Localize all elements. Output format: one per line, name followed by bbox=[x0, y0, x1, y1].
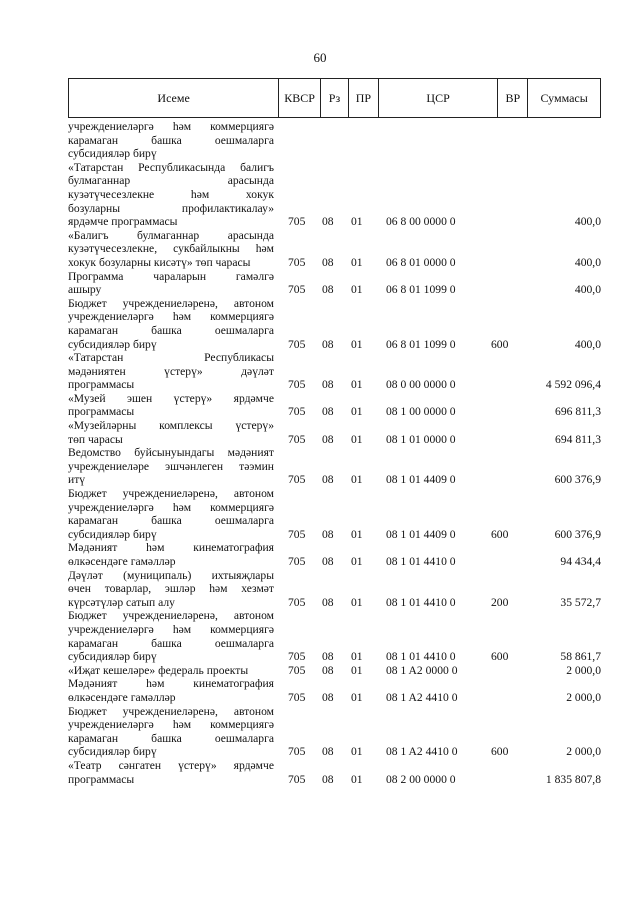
header-kvsr: КВСР bbox=[279, 79, 321, 117]
row-name bbox=[68, 419, 274, 446]
row-name bbox=[68, 609, 274, 663]
row-rz: 08 bbox=[322, 595, 334, 609]
row-kvsr: 705 bbox=[288, 255, 306, 269]
header-rz: Рз bbox=[321, 79, 349, 117]
row-sum: 400,0 bbox=[574, 337, 601, 351]
row-name-line: «Балигъ булмаганнар арасында bbox=[68, 228, 274, 242]
row-name-line: «Татарстан Республикасы bbox=[68, 351, 274, 365]
row-csr: 08 1 A2 0000 0 bbox=[386, 663, 458, 677]
row-csr: 08 1 01 4410 0 bbox=[386, 595, 456, 609]
row-name-line: өлкәсендәге гамәлләр bbox=[68, 690, 176, 704]
row-name-line: Дәүләт (муниципаль) ихтыяҗлары bbox=[68, 568, 274, 582]
row-name-line: учреждениеләргә һәм коммерциягә bbox=[68, 310, 274, 324]
row-pr: 01 bbox=[351, 595, 363, 609]
row-csr: 06 8 01 1099 0 bbox=[386, 337, 456, 351]
row-csr: 08 2 00 0000 0 bbox=[386, 772, 456, 786]
row-pr: 01 bbox=[351, 215, 363, 229]
row-csr: 08 1 A2 4410 0 bbox=[386, 690, 458, 704]
row-pr: 01 bbox=[351, 650, 363, 664]
table-header bbox=[68, 78, 601, 118]
row-name-line: Бюджет учреждениеләренә, автоном bbox=[68, 609, 274, 623]
row-name-line: өлкәсендәге гамәлләр bbox=[68, 555, 176, 568]
row-kvsr: 705 bbox=[288, 663, 306, 677]
table-row bbox=[68, 569, 601, 610]
row-sum: 400,0 bbox=[574, 215, 601, 229]
row-name-line: программасы bbox=[68, 772, 135, 786]
table-row bbox=[68, 664, 601, 678]
row-sum: 2 000,0 bbox=[566, 690, 601, 704]
row-csr: 06 8 00 0000 0 bbox=[386, 215, 456, 229]
row-kvsr: 705 bbox=[288, 405, 306, 419]
table-row bbox=[68, 229, 601, 270]
row-name bbox=[68, 569, 274, 610]
row-rz: 08 bbox=[322, 772, 334, 786]
row-pr: 01 bbox=[351, 473, 363, 487]
row-name-line: Бюджет учреждениеләренә, автоном bbox=[68, 704, 274, 718]
row-kvsr: 705 bbox=[288, 283, 306, 297]
header-name: Исеме bbox=[69, 79, 279, 117]
row-name-line: субсидияләр бирү bbox=[68, 650, 157, 664]
row-rz: 08 bbox=[322, 378, 334, 392]
row-name-line: карамаган башка оешмаларга bbox=[68, 731, 274, 745]
row-csr: 06 8 01 1099 0 bbox=[386, 283, 456, 297]
header-csr: ЦСР bbox=[379, 79, 499, 117]
row-name-line: карамаган башка оешмаларга bbox=[68, 133, 274, 147]
row-name-line: субсидияләр бирү bbox=[68, 337, 157, 351]
row-sum: 694 811,3 bbox=[555, 432, 601, 446]
table-row bbox=[68, 392, 601, 419]
row-name-line: хокук бозуларны кисәтү» төп чарасы bbox=[68, 255, 251, 269]
row-pr: 01 bbox=[351, 745, 363, 759]
row-kvsr: 705 bbox=[288, 555, 306, 568]
row-kvsr: 705 bbox=[288, 337, 306, 351]
row-name-line: учреждениеләргә һәм коммерциягә bbox=[68, 622, 274, 636]
row-rz: 08 bbox=[322, 663, 334, 677]
row-vr: 600 bbox=[491, 527, 509, 541]
row-name bbox=[68, 229, 274, 270]
row-pr: 01 bbox=[351, 255, 363, 269]
row-sum: 4 592 096,4 bbox=[545, 378, 601, 392]
row-name-line: Программа чараларын гамәлгә bbox=[68, 269, 274, 283]
row-csr: 08 0 00 0000 0 bbox=[386, 378, 456, 392]
row-name bbox=[68, 705, 274, 759]
row-kvsr: 705 bbox=[288, 745, 306, 759]
table-row bbox=[68, 161, 601, 229]
row-name-line: «Татарстан Республикасында балигъ bbox=[68, 160, 274, 174]
row-sum: 94 434,4 bbox=[560, 555, 601, 568]
table-row bbox=[68, 609, 601, 663]
row-name bbox=[68, 677, 274, 704]
table-row bbox=[68, 677, 601, 704]
row-pr: 01 bbox=[351, 405, 363, 419]
header-vr: ВР bbox=[498, 79, 528, 117]
row-name bbox=[68, 161, 274, 229]
row-rz: 08 bbox=[322, 473, 334, 487]
row-rz: 08 bbox=[322, 650, 334, 664]
row-rz: 08 bbox=[322, 215, 334, 229]
row-csr: 08 1 01 4409 0 bbox=[386, 473, 456, 487]
row-sum: 1 835 807,8 bbox=[545, 772, 601, 786]
table-row bbox=[68, 120, 601, 161]
row-vr: 200 bbox=[491, 595, 509, 609]
table-row bbox=[68, 705, 601, 759]
row-name-line: субсидияләр бирү bbox=[68, 527, 157, 541]
row-name-line: программасы bbox=[68, 378, 135, 392]
row-kvsr: 705 bbox=[288, 595, 306, 609]
row-name-line: төп чарасы bbox=[68, 432, 123, 446]
page-number: 60 bbox=[313, 50, 327, 65]
row-csr: 08 1 01 0000 0 bbox=[386, 432, 456, 446]
row-name-line: Бюджет учреждениеләренә, автоном bbox=[68, 487, 274, 501]
row-name-line: кузәтүчесезлекне, сукбайлыкны һәм bbox=[68, 242, 274, 256]
row-pr: 01 bbox=[351, 772, 363, 786]
row-name-line: учреждениеләргә һәм коммерциягә bbox=[68, 500, 274, 514]
row-name-line: ярдәмче программасы bbox=[68, 215, 178, 229]
row-name-line: карамаган башка оешмаларга bbox=[68, 323, 274, 337]
row-kvsr: 705 bbox=[288, 215, 306, 229]
row-csr: 08 1 01 4410 0 bbox=[386, 650, 456, 664]
row-name-line: ашыру bbox=[68, 283, 102, 297]
row-name-line: Мәдәният һәм кинематография bbox=[68, 677, 274, 691]
row-name-line: карамаган башка оешмаларга bbox=[68, 636, 274, 650]
row-name bbox=[68, 759, 274, 786]
row-csr: 06 8 01 0000 0 bbox=[386, 255, 456, 269]
row-kvsr: 705 bbox=[288, 650, 306, 664]
row-pr: 01 bbox=[351, 432, 363, 446]
row-name bbox=[68, 120, 274, 161]
row-name bbox=[68, 664, 274, 678]
row-pr: 01 bbox=[351, 663, 363, 677]
row-csr: 08 1 01 4410 0 bbox=[386, 555, 456, 568]
row-rz: 08 bbox=[322, 555, 334, 568]
row-name-line: «Музейләрны комплексы үстерү» bbox=[68, 419, 274, 433]
row-name-line: кузәтүчесезлекне һәм хокук bbox=[68, 187, 274, 201]
header-pr: ПР bbox=[349, 79, 379, 117]
table-row bbox=[68, 297, 601, 351]
row-name-line: Бюджет учреждениеләренә, автоном bbox=[68, 296, 274, 310]
row-sum: 696 811,3 bbox=[555, 405, 601, 419]
row-vr: 600 bbox=[491, 745, 509, 759]
row-name bbox=[68, 351, 274, 392]
row-name-line: карамаган башка оешмаларга bbox=[68, 514, 274, 528]
table-row bbox=[68, 351, 601, 392]
row-kvsr: 705 bbox=[288, 772, 306, 786]
row-rz: 08 bbox=[322, 432, 334, 446]
row-name-line: учреждениеләргә һәм коммерциягә bbox=[68, 120, 274, 133]
table-row bbox=[68, 446, 601, 487]
row-csr: 08 1 01 4409 0 bbox=[386, 527, 456, 541]
row-sum: 2 000,0 bbox=[566, 663, 601, 677]
table-row bbox=[68, 270, 601, 297]
row-kvsr: 705 bbox=[288, 527, 306, 541]
row-csr: 08 1 A2 4410 0 bbox=[386, 745, 458, 759]
row-kvsr: 705 bbox=[288, 690, 306, 704]
row-csr: 08 1 00 0000 0 bbox=[386, 405, 456, 419]
row-name-line: «Театр сәнгатен үстерү» ярдәмче bbox=[68, 758, 274, 772]
row-name-line: программасы bbox=[68, 405, 135, 419]
table-row bbox=[68, 759, 601, 786]
row-pr: 01 bbox=[351, 283, 363, 297]
row-kvsr: 705 bbox=[288, 378, 306, 392]
row-sum: 58 861,7 bbox=[560, 650, 601, 664]
table-row bbox=[68, 487, 601, 541]
row-kvsr: 705 bbox=[288, 473, 306, 487]
row-sum: 400,0 bbox=[574, 283, 601, 297]
row-pr: 01 bbox=[351, 378, 363, 392]
row-name bbox=[68, 270, 274, 297]
row-name-line: Ведомство буйсынуындагы мәдәният bbox=[68, 446, 274, 460]
row-name bbox=[68, 487, 274, 541]
row-name-line: булмаганнар арасында bbox=[68, 174, 274, 188]
row-sum: 35 572,7 bbox=[560, 595, 601, 609]
row-vr: 600 bbox=[491, 337, 509, 351]
table-row bbox=[68, 541, 601, 568]
row-name-line: «Иҗат кешеләре» федераль проекты bbox=[68, 663, 249, 677]
row-name bbox=[68, 446, 274, 487]
row-kvsr: 705 bbox=[288, 432, 306, 446]
row-name-line: учреждениеләргә һәм коммерциягә bbox=[68, 718, 274, 732]
row-rz: 08 bbox=[322, 690, 334, 704]
header-sum: Суммасы bbox=[540, 90, 588, 105]
row-sum: 2 000,0 bbox=[566, 745, 601, 759]
row-name bbox=[68, 541, 274, 568]
row-name bbox=[68, 297, 274, 351]
row-name-line: учреждениеләре эшчәнлеген тәэмин bbox=[68, 459, 274, 473]
row-name-line: субсидияләр бирү bbox=[68, 745, 157, 759]
row-pr: 01 bbox=[351, 337, 363, 351]
row-name-line: мәдәниятен үстерү» дәүләт bbox=[68, 364, 274, 378]
row-rz: 08 bbox=[322, 405, 334, 419]
row-pr: 01 bbox=[351, 555, 363, 568]
row-name-line: субсидияләр бирү bbox=[68, 147, 157, 161]
row-name-line: бозуларны профилактикалау» bbox=[68, 201, 274, 215]
row-pr: 01 bbox=[351, 527, 363, 541]
table-row bbox=[68, 419, 601, 446]
row-sum: 400,0 bbox=[574, 255, 601, 269]
row-sum: 600 376,9 bbox=[554, 473, 601, 487]
row-rz: 08 bbox=[322, 745, 334, 759]
row-pr: 01 bbox=[351, 690, 363, 704]
row-name-line: итү bbox=[68, 473, 86, 487]
row-name-line: Мәдәният һәм кинематография bbox=[68, 541, 274, 555]
row-vr: 600 bbox=[491, 650, 509, 664]
row-name-line: өчен товарлар, эшләр һәм хезмәт bbox=[68, 582, 274, 596]
row-rz: 08 bbox=[322, 283, 334, 297]
table-body bbox=[68, 120, 601, 786]
row-name-line: күрсәтүләр сатып алу bbox=[68, 595, 175, 609]
row-sum: 600 376,9 bbox=[554, 527, 601, 541]
row-name-line: «Музей эшен үстерү» ярдәмче bbox=[68, 391, 274, 405]
row-rz: 08 bbox=[322, 337, 334, 351]
row-rz: 08 bbox=[322, 255, 334, 269]
row-name bbox=[68, 392, 274, 419]
row-rz: 08 bbox=[322, 527, 334, 541]
